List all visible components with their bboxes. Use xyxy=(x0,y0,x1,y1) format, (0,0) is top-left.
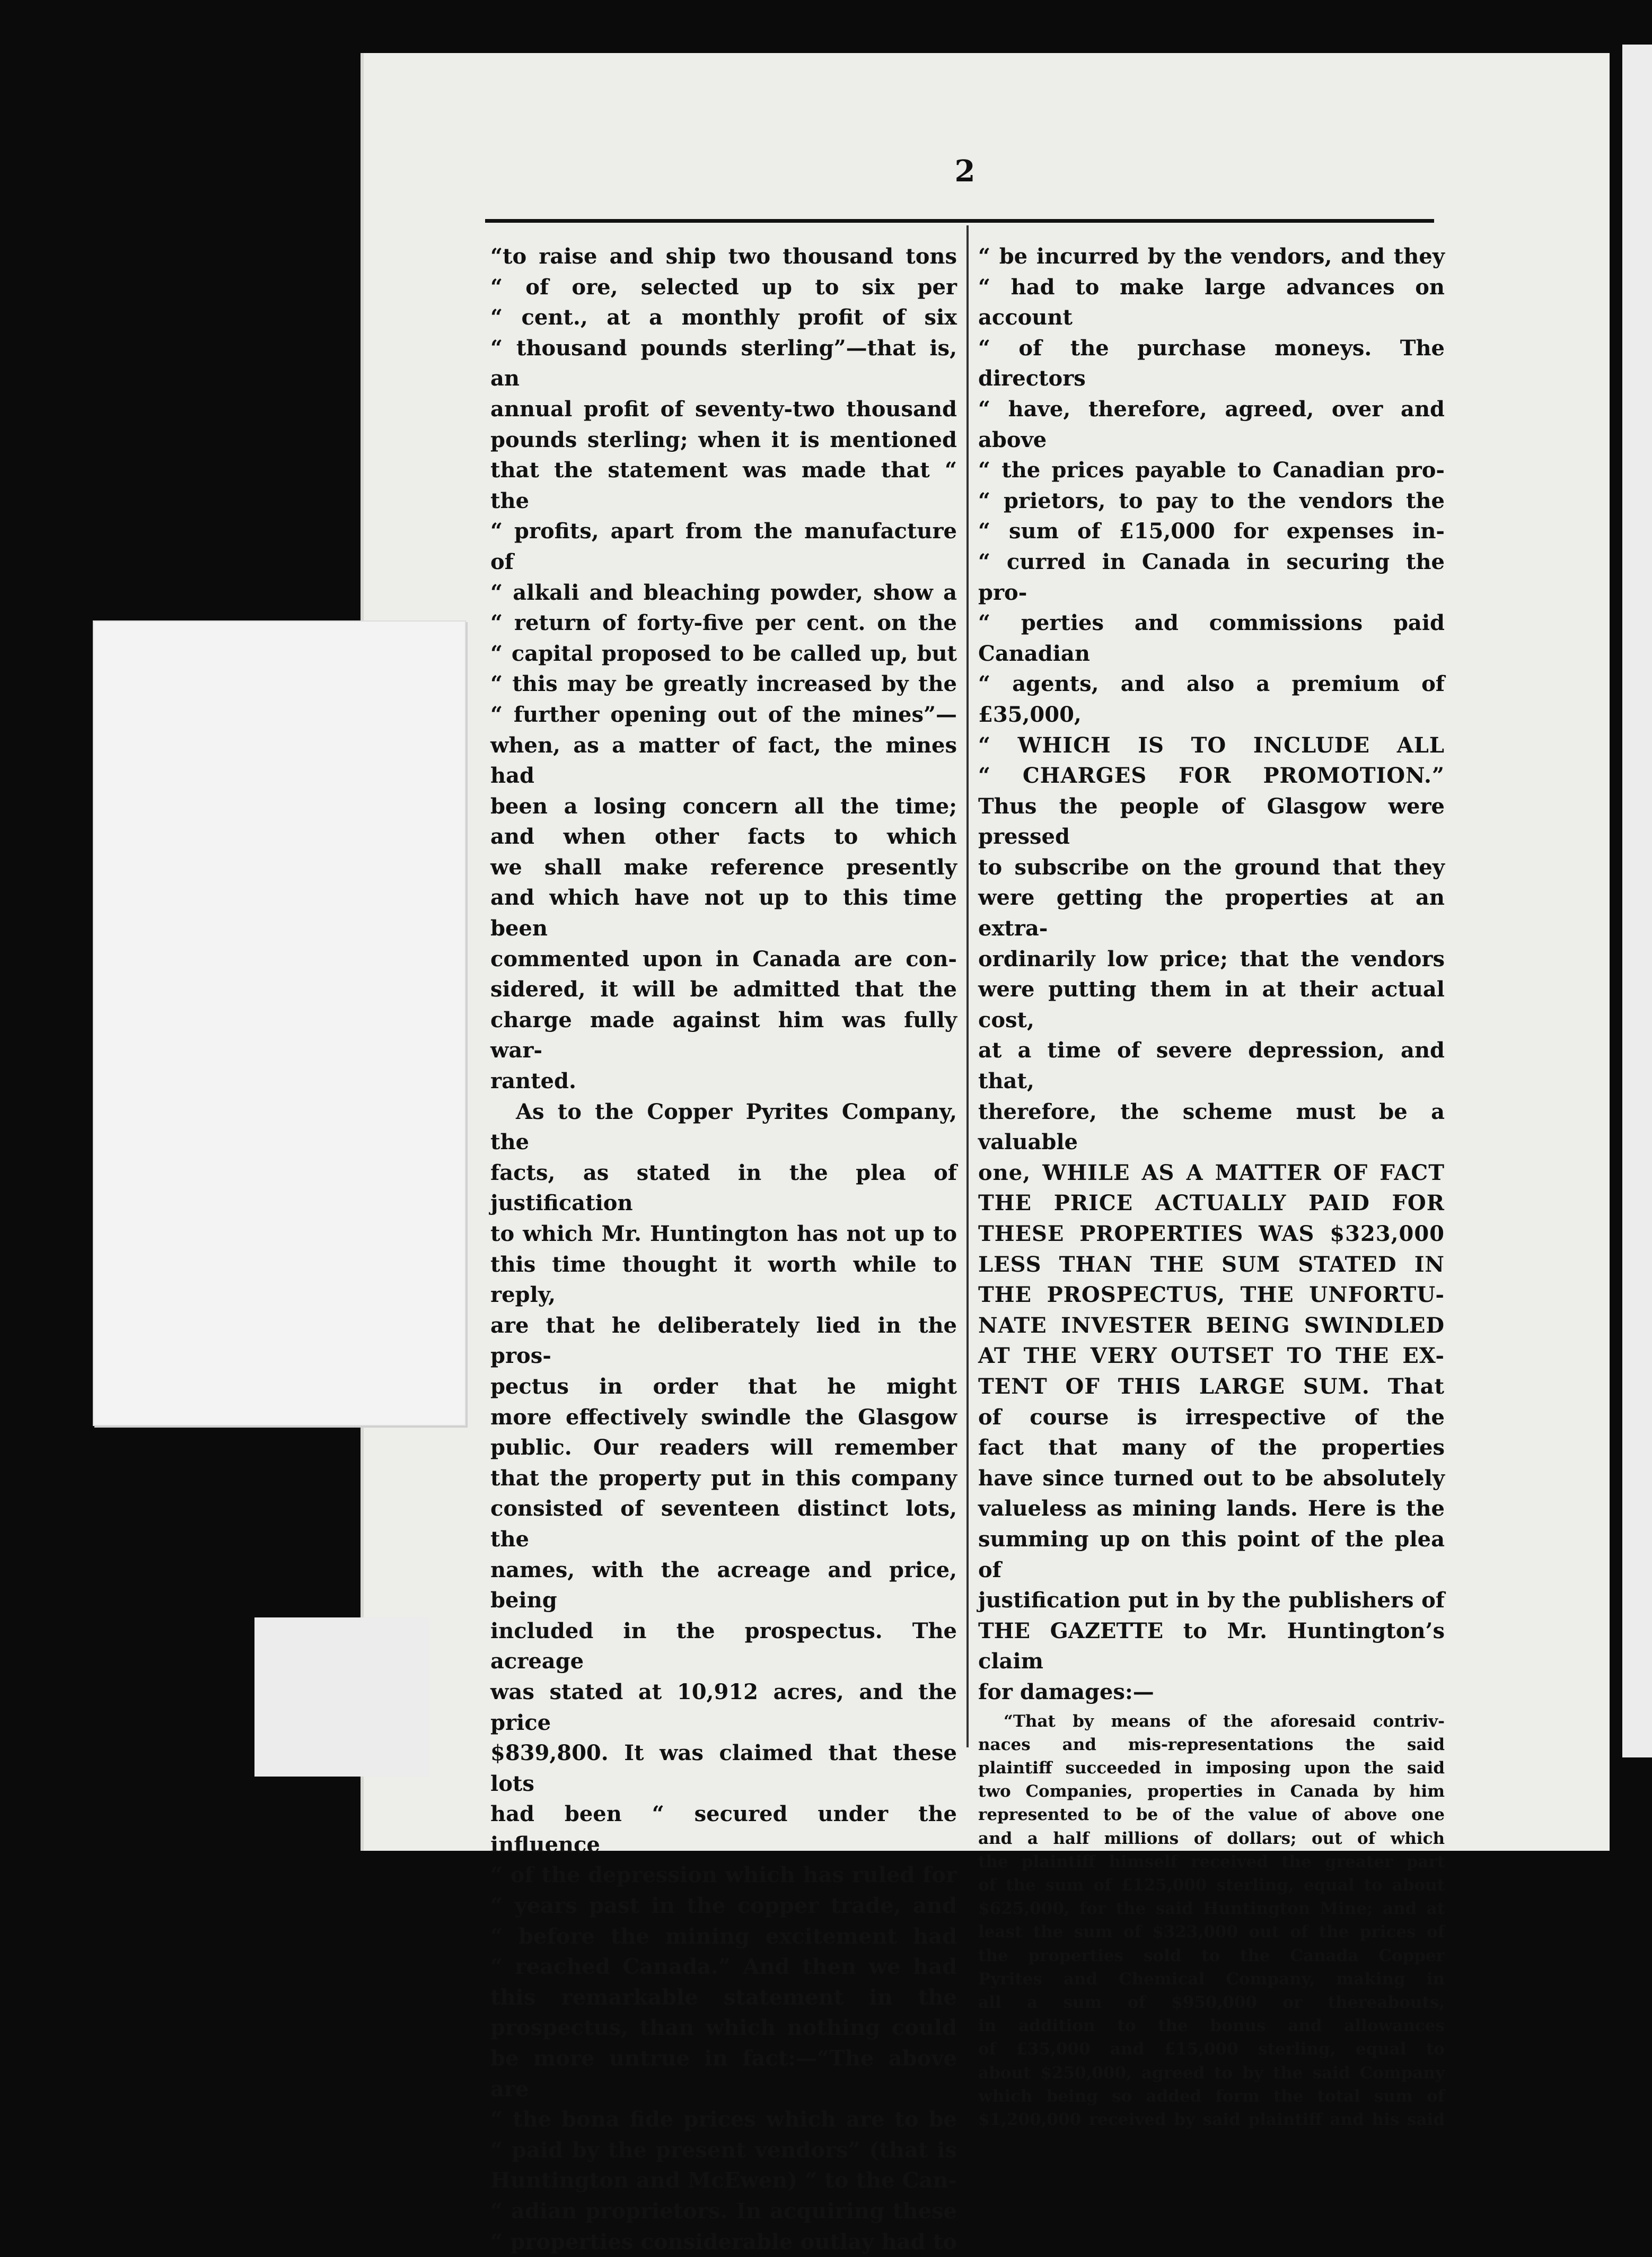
text-line: THE GAZETTE to Mr. Huntington’s claim xyxy=(978,1618,1445,1674)
text-line: “ prietors, to pay to the vendors the xyxy=(978,488,1445,513)
text-line: AT THE VERY OUTSET TO THE EX- xyxy=(978,1343,1445,1369)
text-line: $1,200,000 received by said plaintiff and his said xyxy=(978,2110,1445,2129)
legal-quote xyxy=(978,1710,1445,2132)
text-line: summing up on this point of the plea of xyxy=(978,1526,1445,1582)
text-line: plaintiff succeeded in imposing upon the said xyxy=(978,1758,1445,1778)
text-line: which being so added form the total sum of xyxy=(978,2086,1445,2106)
text-line: “ sum of £15,000 for expenses in- xyxy=(978,519,1445,544)
text-line: be more untrue in fact:—“The above are xyxy=(490,2046,957,2102)
text-line: therefore, the scheme must be a valuable xyxy=(978,1099,1445,1155)
text-line: THESE PROPERTIES WAS $323,000 xyxy=(978,1221,1445,1246)
text-line: “ before the mining excitement had xyxy=(490,1923,957,1949)
torn-page-corner xyxy=(254,1617,429,1777)
text-line: of course is irrespective of the xyxy=(978,1404,1445,1430)
text-line: and a half millions of dollars; out of which xyxy=(978,1829,1445,1848)
text-line: and which have not up to this time been xyxy=(490,885,957,941)
text-line: “ properties considerable outlay had to xyxy=(490,2229,957,2254)
text-line: THE PROSPECTUS, THE UNFORTU- xyxy=(978,1282,1445,1308)
text-line: “ the bona fide prices which are to be xyxy=(490,2107,957,2132)
text-line: “ curred in Canada in securing the pro- xyxy=(978,549,1445,605)
text-line: THE PRICE ACTUALLY PAID FOR xyxy=(978,1191,1445,1216)
text-line: “ CHARGES FOR PROMOTION.” xyxy=(978,763,1445,789)
text-line: “ further opening out of the mines”— xyxy=(490,702,957,727)
text-line: “ reached Canada.” And then we had xyxy=(490,1954,957,1980)
text-line: “ cent., at a monthly profit of six xyxy=(490,305,957,330)
text-line: two Companies, properties in Canada by him xyxy=(978,1782,1445,1801)
text-line: of the sum of £125,000 sterling, equal to about xyxy=(978,1875,1445,1895)
adjacent-page-edge xyxy=(1622,45,1652,1757)
text-line: ordinarily low price; that the vendors xyxy=(978,946,1445,972)
text-line: “ of the purchase moneys. The directors xyxy=(978,335,1445,391)
text-line: included in the prospectus. The acreage xyxy=(490,1618,957,1674)
text-line: “ agents, and also a premium of £35,000, xyxy=(978,671,1445,727)
text-line: had been “ secured under the influence xyxy=(490,1801,957,1857)
text-line: the properties sold to the Canada Copper xyxy=(978,1946,1445,1965)
text-line: “ profits, apart from the manufacture of xyxy=(490,519,957,574)
text-line: least the sum of $323,000 out of the prices of xyxy=(978,1922,1445,1942)
text-line: “ be incurred by the vendors, and they xyxy=(978,244,1445,269)
blank-insert-card xyxy=(93,620,466,1426)
text-line: “ adian proprietors. In acquiring these xyxy=(490,2199,957,2224)
right-column-text xyxy=(978,241,1445,1708)
text-line: of £35,000 and £15,000 sterling, equal to xyxy=(978,2040,1445,2059)
text-line: naces and mis-representations the said xyxy=(978,1735,1445,1754)
text-line: “to raise and ship two thousand tons xyxy=(490,244,957,269)
text-line: represented to be of the value of above one xyxy=(978,1805,1445,1825)
text-line: “ of ore, selected up to six per xyxy=(490,274,957,300)
text-line: Thus the people of Glasgow were pressed xyxy=(978,793,1445,850)
text-line: this remarkable statement in the xyxy=(490,1984,957,2010)
text-line: all a sum of $950,000 or thereabouts, xyxy=(978,1992,1445,2012)
text-line: annual profit of seventy-two thousand xyxy=(490,396,957,422)
text-line: that the statement was made that “ the xyxy=(490,458,957,513)
text-line: consisted of seventeen distinct lots, the xyxy=(490,1496,957,1552)
text-line: “ had to make large advances on account xyxy=(978,274,1445,330)
text-line: LESS THAN THE SUM STATED IN xyxy=(978,1252,1445,1277)
text-line: one, WHILE AS A MATTER OF FACT xyxy=(978,1160,1445,1185)
text-line: Pyrites and Chemical Company, making in xyxy=(978,1969,1445,1989)
text-line: “ thousand pounds sterling”—that is, an xyxy=(490,335,957,391)
text-line: prospectus, than which nothing could xyxy=(490,2015,957,2041)
text-line: charge made against him was fully war- xyxy=(490,1007,957,1063)
text-line: to which Mr. Huntington has not up to xyxy=(490,1221,957,1246)
text-line: “ have, therefore, agreed, over and above xyxy=(978,396,1445,452)
text-line: more effectively swindle the Glasgow xyxy=(490,1404,957,1430)
text-line: “ perties and commissions paid Canadian xyxy=(978,610,1445,666)
text-line: commented upon in Canada are con- xyxy=(490,946,957,972)
text-line: pounds sterling; when it is mentioned xyxy=(490,427,957,452)
text-line: this time thought it worth while to reply, xyxy=(490,1252,957,1308)
text-line: pectus in order that he might xyxy=(490,1374,957,1399)
text-line: to subscribe on the ground that they xyxy=(978,854,1445,880)
text-line: “ this may be greatly increased by the xyxy=(490,671,957,697)
text-line: facts, as stated in the plea of justification xyxy=(490,1160,957,1216)
text-line: $839,800. It was claimed that these lots xyxy=(490,1740,957,1796)
text-line: “ the prices payable to Canadian pro- xyxy=(978,458,1445,483)
text-line: when, as a matter of fact, the mines had xyxy=(490,732,957,789)
text-line: fact that many of the properties xyxy=(978,1435,1445,1460)
text-line: NATE INVESTER BEING SWINDLED xyxy=(978,1313,1445,1338)
text-line: “ WHICH IS TO INCLUDE ALL xyxy=(978,732,1445,758)
text-line: for damages:— xyxy=(978,1679,1154,1704)
text-line: “ return of forty-five per cent. on the xyxy=(490,610,957,636)
text-line: we shall make reference presently xyxy=(490,854,957,880)
text-line: ranted. xyxy=(490,1069,576,1094)
text-line: As to the Copper Pyrites Company, the xyxy=(490,1099,957,1155)
text-line: was stated at 10,912 acres, and the price xyxy=(490,1679,957,1735)
text-line: “ of the depression which has ruled for xyxy=(490,1862,957,1888)
text-line: in addition to the bonus and allowances xyxy=(978,2016,1445,2036)
right-column xyxy=(978,241,1445,2131)
text-line: were putting them in at their actual cost, xyxy=(978,977,1445,1033)
text-line: valueless as mining lands. Here is the xyxy=(978,1496,1445,1521)
text-line: that the property put in this company xyxy=(490,1465,957,1491)
text-line: public. Our readers will remember xyxy=(490,1435,957,1460)
left-column xyxy=(490,241,957,2257)
text-line: were getting the properties at an extra- xyxy=(978,885,1445,941)
text-line: justification put in by the publishers of xyxy=(978,1588,1445,1613)
text-line: sidered, it will be admitted that the xyxy=(490,977,957,1002)
text-line: about $250,000, agreed to by the said Company xyxy=(978,2063,1445,2083)
text-line: and when other facts to which xyxy=(490,824,957,850)
text-line: Huntington and McEwen) “ to the Can- xyxy=(490,2168,957,2193)
page-number: 2 xyxy=(954,154,976,189)
text-line: have since turned out to be absolutely xyxy=(978,1465,1445,1491)
text-line: “ alkali and bleaching powder, show a xyxy=(490,580,957,605)
text-line: at a time of severe depression, and that, xyxy=(978,1038,1445,1094)
text-line: been a losing concern all the time; xyxy=(490,793,957,819)
text-line: “ capital proposed to be called up, but xyxy=(490,641,957,666)
header-rule xyxy=(485,219,1434,223)
text-line: “ paid by the present vendors” (that is xyxy=(490,2137,957,2163)
text-line: $625,000, for the said Huntington Mine; and at xyxy=(978,1899,1445,1919)
text-line: TENT OF THIS LARGE SUM. That xyxy=(978,1374,1445,1399)
text-line: “ years past in the copper trade, and xyxy=(490,1893,957,1919)
text-line: are that he deliberately lied in the pros- xyxy=(490,1313,957,1369)
text-line: “That by means of the aforesaid contriv- xyxy=(1004,1711,1445,1731)
column-divider xyxy=(966,225,969,1747)
text-line: the plaintiff himself received the greater part xyxy=(978,1852,1445,1871)
text-line: names, with the acreage and price, being xyxy=(490,1557,957,1613)
